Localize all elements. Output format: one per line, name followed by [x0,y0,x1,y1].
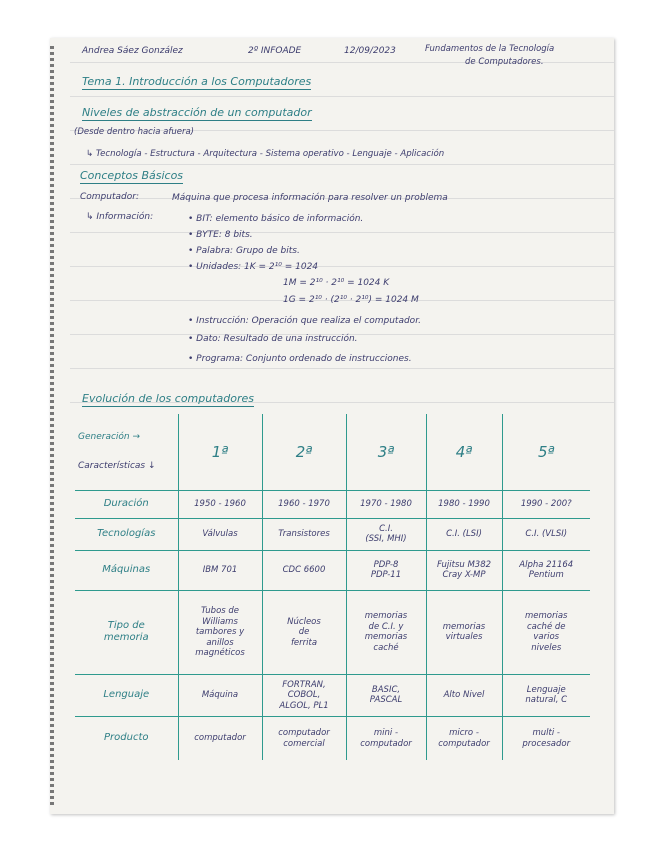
table-cell: C.I. (VLSI) [502,518,590,550]
table-cell: memorias de C.I. y memorias caché [346,590,426,674]
date: 12/09/2023 [344,46,396,56]
evolution-heading: Evolución de los computadores [82,392,255,405]
bullet-programa: • Programa: Conjunto ordenado de instrucciones. [188,354,412,364]
table-cell: CDC 6600 [262,550,346,590]
table-cell: Fujitsu M382 Cray X-MP [426,550,502,590]
table-cell: Núcleos de ferrita [262,590,346,674]
generation-1: 1ª [178,414,262,490]
bullet-byte: • BYTE: 8 bits. [188,230,253,240]
info-label: ↳ Información: [86,212,154,222]
table-cell: BASIC, PASCAL [346,674,426,716]
table-cell: computador [178,716,262,760]
levels-list: ↳ Tecnología - Estructura - Arquitectura - Sistema operativo - Lenguaje - Aplicación [86,149,445,159]
table-row [75,490,590,518]
table-cell: Tubos de Williams tambores y anillos magnéticos [178,590,262,674]
ruled-line [70,96,614,97]
table-cell: memorias virtuales [426,590,502,674]
row-label-tecnologias: Tecnologías [75,518,178,550]
table-cell: Alto Nivel [426,674,502,716]
table-cell: micro - computador [426,716,502,760]
header-characteristics: Características ↓ [78,461,156,472]
levels-heading: Niveles de abstracción de un computador [82,106,312,119]
spiral-binding [50,46,54,806]
table-row [75,716,590,760]
unit-mega: 1M = 2¹⁰ · 2¹⁰ = 1024 K [283,278,390,288]
ruled-line [70,164,614,165]
table-cell: Transistores [262,518,346,550]
table-cell: Alpha 21164 Pentium [502,550,590,590]
row-label-tipo-memoria: Tipo de memoria [75,590,178,674]
table-cell: Lenguaje natural, C [502,674,590,716]
bullet-unidades: • Unidades: 1K = 2¹⁰ = 1024 [188,262,319,272]
table-cell: Máquina [178,674,262,716]
header-cell [75,414,178,490]
author: Andrea Sáez González [82,46,183,56]
concepts-heading: Conceptos Básicos [80,169,184,182]
table-cell: Válvulas [178,518,262,550]
ruled-line [70,266,614,267]
row-label-duracion: Duración [75,490,178,518]
table-cell: IBM 701 [178,550,262,590]
table-cell: FORTRAN, COBOL, ALGOL, PL1 [262,674,346,716]
ruled-line [70,232,614,233]
table-row [75,590,590,674]
table-cell: 1970 - 1980 [346,490,426,518]
table-cell: 1990 - 200? [502,490,590,518]
bullet-instruccion: • Instrucción: Operación que realiza el computador. [188,316,421,326]
table-cell: memorias caché de varios niveles [502,590,590,674]
table-cell: 1980 - 1990 [426,490,502,518]
table-cell: PDP-8 PDP-11 [346,550,426,590]
row-label-producto: Producto [75,716,178,760]
table-cell: mini - computador [346,716,426,760]
evolution-table [75,414,590,760]
row-label-lenguaje: Lenguaje [75,674,178,716]
table-row [75,550,590,590]
computer-label: Computador: [80,192,139,202]
table-row [75,518,590,550]
subject-line-2: de Computadores. [465,57,544,67]
table-cell: multi - procesador [502,716,590,760]
table-cell: C.I. (SSI, MHI) [346,518,426,550]
table-row [75,674,590,716]
table-cell: 1960 - 1970 [262,490,346,518]
table-cell: computador comercial [262,716,346,760]
computer-definition: Máquina que procesa información para resolver un problema [172,193,448,203]
levels-note: (Desde dentro hacia afuera) [74,127,194,137]
bullet-palabra: • Palabra: Grupo de bits. [188,246,300,256]
generation-2: 2ª [262,414,346,490]
bullet-dato: • Dato: Resultado de una instrucción. [188,334,358,344]
generation-3: 3ª [346,414,426,490]
subject-line-1: Fundamentos de la Tecnología [425,44,555,54]
unit-giga: 1G = 2¹⁰ · (2¹⁰ · 2¹⁰) = 1024 M [283,295,419,305]
header-generation: Generación → [78,432,141,443]
ruled-line [70,368,614,369]
course: 2º INFOADE [248,46,302,56]
topic-title: Tema 1. Introducción a los Computadores [82,75,312,88]
table-cell: C.I. (LSI) [426,518,502,550]
row-label-maquinas: Máquinas [75,550,178,590]
table-cell: 1950 - 1960 [178,490,262,518]
table-header-row [75,414,590,490]
generation-5: 5ª [502,414,590,490]
bullet-bit: • BIT: elemento básico de información. [188,214,364,224]
generation-4: 4ª [426,414,502,490]
